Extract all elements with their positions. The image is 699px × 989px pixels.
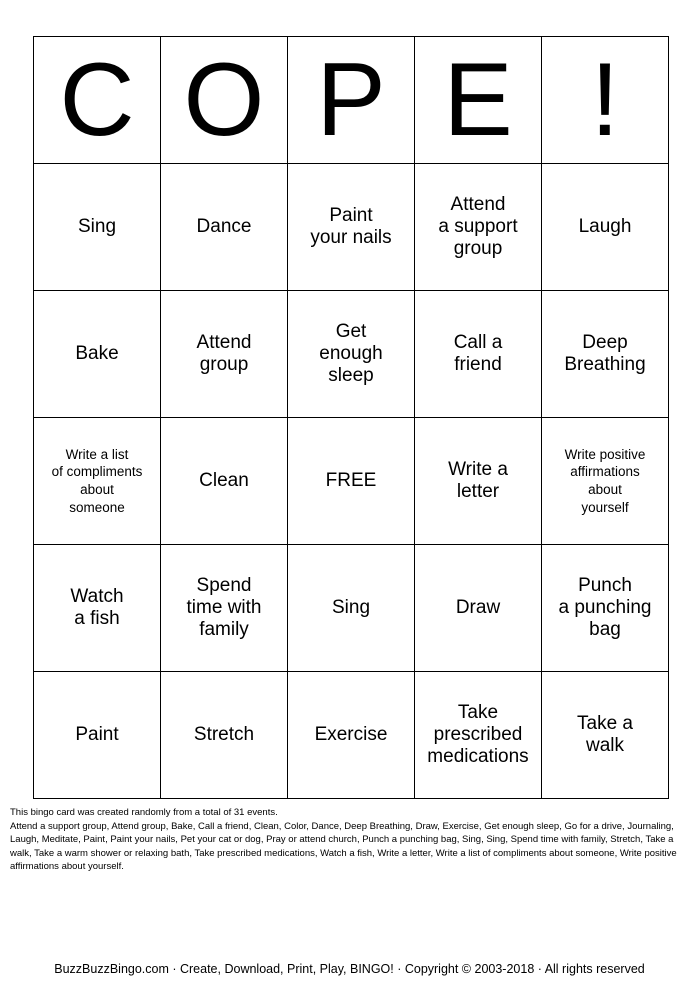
bingo-square[interactable]: [161, 545, 288, 672]
header-letter: C: [34, 37, 161, 164]
bingo-square-text: Paint: [329, 205, 373, 227]
bingo-square-text: a support: [438, 216, 518, 238]
bingo-card-body: [34, 37, 669, 799]
bingo-square-text: prescribed: [433, 724, 523, 746]
bingo-square-text: letter: [456, 481, 500, 502]
bingo-square-text: a punching: [558, 597, 652, 619]
bingo-square-text: Paint: [75, 724, 119, 746]
bingo-square[interactable]: [161, 672, 288, 799]
footnote-event-list: Attend a support group, Attend group, Bake, Call a friend, Clean, Color, Dance, Deep Breathing, Draw, Exercise, Get enough sleep, Go for a drive, Journaling, Laugh, Meditate, Paint, Paint your nails, Pet your cat or dog, Pray or attend church, Punch a punching bag, Sing, Sing, Spend time with family, Stretch, Take a walk, Take a warm shower or relaxing bath, Take prescribed medications, Watch a fish, Write a letter, Write a list of compliments about someone, Write positive affirmations about yourself.: [10, 820, 677, 872]
bingo-square-text: Punch: [578, 575, 632, 597]
bingo-square-text: about: [80, 482, 114, 497]
bingo-square[interactable]: [542, 291, 669, 418]
bingo-square[interactable]: [288, 418, 415, 545]
bingo-square-text: group: [199, 354, 249, 375]
bingo-square[interactable]: [288, 164, 415, 291]
bingo-square-text: affirmations: [570, 464, 640, 480]
bingo-square[interactable]: [542, 545, 669, 672]
bingo-square-text: of compliments: [51, 464, 143, 480]
bingo-card: [33, 36, 669, 799]
bingo-row: [34, 291, 669, 418]
bingo-square-text: Breathing: [564, 354, 646, 375]
bingo-square-text: Write a: [448, 459, 508, 481]
bingo-square-text: Call a: [453, 332, 503, 354]
bingo-row: [34, 418, 669, 545]
bingo-square[interactable]: [34, 545, 161, 672]
bingo-square[interactable]: [288, 545, 415, 672]
bingo-square-text: Sing: [77, 216, 117, 238]
bingo-square-text: Exercise: [314, 724, 388, 746]
bingo-square-text: Attend: [450, 194, 506, 216]
bingo-square[interactable]: [415, 418, 542, 545]
bingo-square-text: Stretch: [193, 724, 255, 746]
bingo-square-text: Deep: [582, 332, 628, 354]
bingo-square-text: Take: [457, 702, 499, 724]
bingo-square[interactable]: [161, 418, 288, 545]
bingo-square-text: family: [199, 618, 249, 640]
bingo-square[interactable]: [288, 291, 415, 418]
bingo-square-text: time with: [186, 597, 262, 619]
bingo-square-text: Spend: [196, 575, 252, 597]
bingo-square-text: Write positive: [564, 446, 646, 462]
bingo-square-text: sleep: [328, 364, 374, 386]
bingo-square[interactable]: [34, 418, 161, 545]
bingo-square-text: Bake: [75, 343, 119, 365]
footnote-summary: This bingo card was created randomly from a total of 31 events.: [10, 807, 278, 818]
bingo-square-text: a fish: [74, 608, 120, 629]
bingo-square-text: Sing: [331, 597, 371, 619]
bingo-square-text: Get: [335, 321, 367, 343]
header-letter: E: [415, 37, 542, 164]
bingo-square-text: yourself: [581, 499, 629, 515]
card-footnote: [10, 806, 690, 874]
bingo-square-text: Draw: [455, 597, 501, 619]
bingo-square[interactable]: [415, 545, 542, 672]
bingo-square-text: Laugh: [578, 216, 632, 238]
bingo-header-row: [34, 37, 669, 164]
site-footer: BuzzBuzzBingo.com · Create, Download, Print, Play, BINGO! · Copyright © 2003-2018 · All rights reserved: [54, 962, 645, 976]
bingo-square[interactable]: [288, 672, 415, 799]
bingo-square-text: someone: [69, 499, 125, 515]
bingo-square[interactable]: [415, 672, 542, 799]
bingo-square[interactable]: [34, 291, 161, 418]
bingo-square-text: Clean: [199, 470, 249, 492]
bingo-square[interactable]: [415, 291, 542, 418]
header-letter: !: [542, 37, 669, 164]
bingo-square[interactable]: [542, 164, 669, 291]
bingo-square[interactable]: [542, 418, 669, 545]
bingo-square-text: bag: [589, 618, 621, 640]
bingo-square-text: FREE: [325, 470, 377, 492]
bingo-row: [34, 672, 669, 799]
bingo-square-text: group: [453, 237, 503, 259]
bingo-square-text: Dance: [196, 216, 252, 238]
bingo-square-text: friend: [454, 354, 502, 375]
bingo-row: [34, 164, 669, 291]
bingo-square-text: Attend: [196, 332, 252, 354]
header-letter: O: [161, 37, 288, 164]
header-letter: P: [288, 37, 415, 164]
bingo-square-text: walk: [585, 735, 624, 756]
bingo-square[interactable]: [34, 672, 161, 799]
bingo-square-text: enough: [319, 343, 383, 365]
bingo-square-text: Watch: [70, 586, 124, 608]
bingo-square[interactable]: [542, 672, 669, 799]
bingo-square-text: about: [588, 482, 622, 497]
bingo-square[interactable]: [161, 291, 288, 418]
bingo-square[interactable]: [161, 164, 288, 291]
bingo-square-text: medications: [427, 745, 529, 767]
bingo-square[interactable]: [415, 164, 542, 291]
bingo-square-text: Write a list: [65, 446, 129, 462]
bingo-square[interactable]: [34, 164, 161, 291]
bingo-square-text: your nails: [310, 227, 392, 248]
bingo-square-text: Take a: [577, 713, 633, 735]
bingo-row: [34, 545, 669, 672]
